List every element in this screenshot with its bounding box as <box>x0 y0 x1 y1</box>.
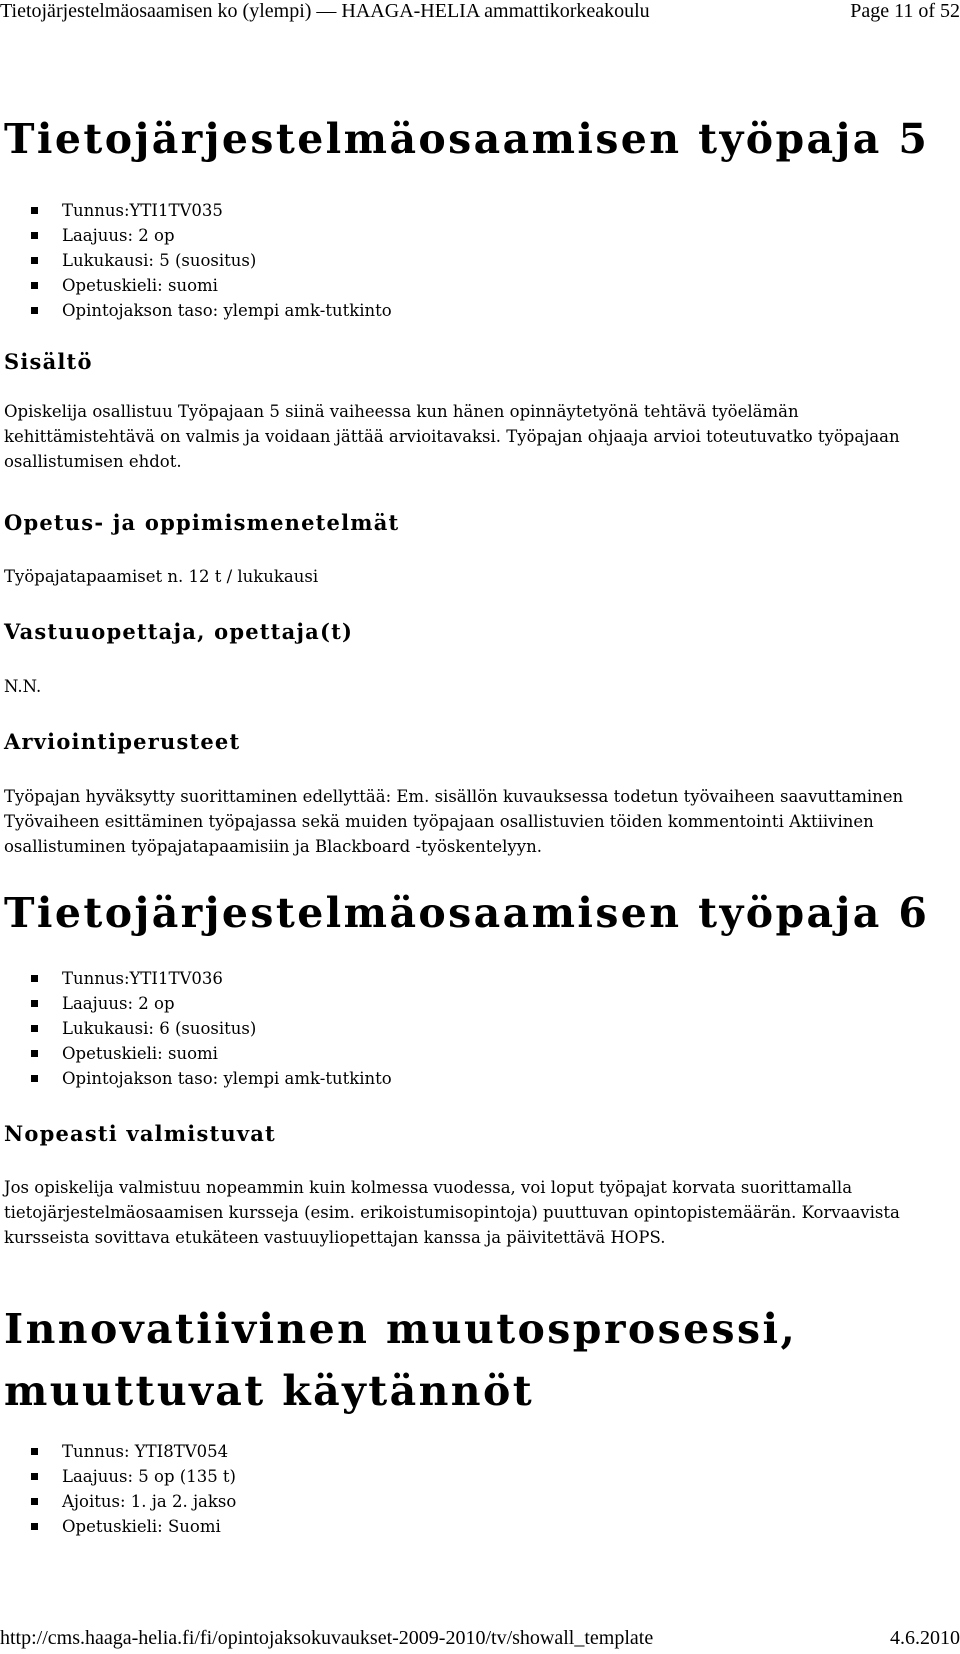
list-item: Laajuus: 5 op (135 t) <box>0 1464 236 1489</box>
list-item: Opetuskieli: suomi <box>0 273 392 298</box>
facts-list-innovatiivinen <box>0 1439 236 1539</box>
facts-list-tyopaja-5 <box>0 198 392 323</box>
bullet-icon <box>31 1000 38 1007</box>
paragraph-menetelmat: Työpajatapaamiset n. 12 t / lukukausi <box>4 567 319 586</box>
page-header <box>0 0 960 30</box>
list-item: Laajuus: 2 op <box>0 223 392 248</box>
list-item: Opetuskieli: Suomi <box>0 1514 236 1539</box>
bullet-icon <box>31 1448 38 1455</box>
list-item: Tunnus:YTI1TV036 <box>0 966 392 991</box>
list-item: Tunnus: YTI8TV054 <box>0 1439 236 1464</box>
list-item: Lukukausi: 6 (suositus) <box>0 1016 392 1041</box>
document-title: Tietojärjestelmäosaamisen ko (ylempi) — HAAGA-HELIA ammattikorkeakoulu <box>0 0 650 22</box>
bullet-icon <box>31 1523 38 1530</box>
bullet-icon <box>31 307 38 314</box>
list-item: Ajoitus: 1. ja 2. jakso <box>0 1489 236 1514</box>
heading-arviointiperusteet: Arviointiperusteet <box>4 729 241 754</box>
section-title-tyopaja-6: Tietojärjestelmäosaamisen työpaja 6 <box>4 889 930 937</box>
bullet-icon <box>31 1075 38 1082</box>
paragraph-sisalto: Opiskelija osallistuu Työpajaan 5 siinä vaiheessa kun hänen opinnäytetyönä tehtävä työelämän kehittämistehtävä on valmis ja voidaan jättää arvioitavaksi. Työpajan ohjaaja arvioi toteutuvatko työpajaan osallistumisen ehdot. <box>4 402 900 471</box>
heading-vastuuopettaja: Vastuuopettaja, opettaja(t) <box>4 619 354 644</box>
heading-sisalto: Sisältö <box>4 349 93 374</box>
page-footer <box>0 1626 960 1652</box>
paragraph-vastuuopettaja: N.N. <box>4 677 42 696</box>
footer-date: 4.6.2010 <box>890 1627 960 1649</box>
bullet-icon <box>31 282 38 289</box>
list-item: Opetuskieli: suomi <box>0 1041 392 1066</box>
facts-list-tyopaja-6 <box>0 966 392 1091</box>
section-title-tyopaja-5: Tietojärjestelmäosaamisen työpaja 5 <box>4 115 930 163</box>
section-title-innovatiivinen-muutosprosessi: Innovatiivinen muutosprosessi, muuttuvat käytännöt <box>4 1305 798 1415</box>
list-item: Opintojakson taso: ylempi amk-tutkinto <box>0 1066 392 1091</box>
bullet-icon <box>31 232 38 239</box>
bullet-icon <box>31 1025 38 1032</box>
list-item: Tunnus:YTI1TV035 <box>0 198 392 223</box>
paragraph-arviointiperusteet: Työpajan hyväksytty suorittaminen edellyttää: Em. sisällön kuvauksessa todetun työvaiheen saavuttaminen Työvaiheen esittäminen työpajassa sekä muiden työpajaan osallistuvien töiden kommentointi Aktiivinen osallistuminen työpajatapaamisiin ja Blackboard -työskentelyyn. <box>4 787 904 856</box>
bullet-icon <box>31 975 38 982</box>
bullet-icon <box>31 1498 38 1505</box>
list-item: Opintojakson taso: ylempi amk-tutkinto <box>0 298 392 323</box>
heading-nopeasti-valmistuvat: Nopeasti valmistuvat <box>4 1121 276 1146</box>
paragraph-nopeasti-valmistuvat: Jos opiskelija valmistuu nopeammin kuin kolmessa vuodessa, voi loput työpajat korvata suorittamalla tietojärjestelmäosaamisen kursseja (esim. erikoistumisopintoja) puuttuvan opintopistemäärän. Korvaavista kursseista sovittava etukäteen vastuuyliopettajan kanssa ja päivitettävä HOPS. <box>4 1178 900 1247</box>
bullet-icon <box>31 1473 38 1480</box>
bullet-icon <box>31 207 38 214</box>
heading-menetelmat: Opetus- ja oppimismenetelmät <box>4 510 400 535</box>
footer-url: http://cms.haaga-helia.fi/fi/opintojaksokuvaukset-2009-2010/tv/showall_template <box>0 1627 654 1649</box>
bullet-icon <box>31 1050 38 1057</box>
list-item: Laajuus: 2 op <box>0 991 392 1016</box>
list-item: Lukukausi: 5 (suositus) <box>0 248 392 273</box>
bullet-icon <box>31 257 38 264</box>
page-number: Page 11 of 52 <box>850 0 960 22</box>
